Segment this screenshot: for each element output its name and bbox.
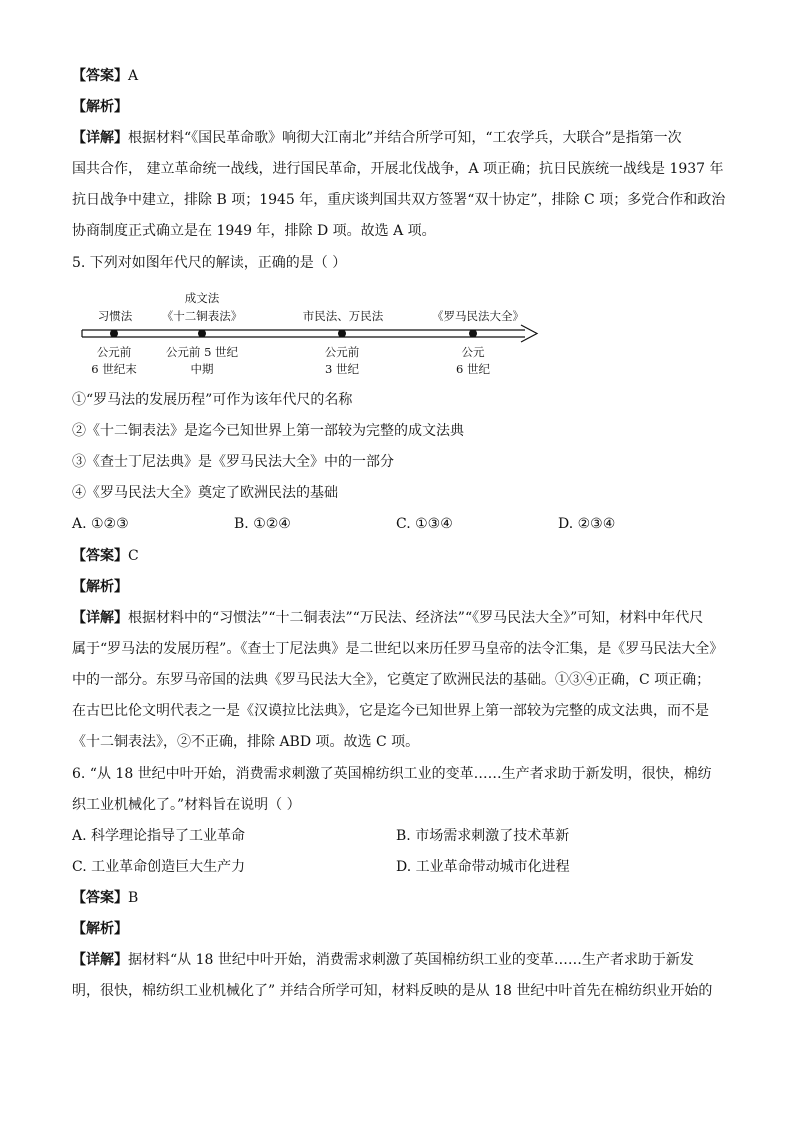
timeline-date-2: 公元前 5 世纪 中期 [165,345,239,376]
q5-statement-4: ④《罗马民法大全》奠定了欧洲民法的基础 [72,485,338,501]
timeline-arrowhead [521,325,537,342]
detail-label: 【详解】 [72,610,128,626]
detail-label: 【详解】 [72,130,128,146]
q4-analysis-label: 【解析】 [72,99,128,115]
timeline-date-3: 公元前 3 世纪 [324,345,360,376]
q5-detail-line-4: 在古巴比伦文明代表之一是《汉谟拉比法典》，它是迄今已知世界上第一部较为完整的成文法典，而不是 [72,703,709,719]
q5-option-b: B. ①②④ [234,516,291,532]
q5-detail-line-3: 中的一部分。东罗马帝国的法典《罗马民法大全》，它奠定了欧洲民法的基础。①③④正确，C 项正确； [72,672,711,688]
q4-detail-line-2: 国共合作， 建立革命统一战线，进行国民革命，开展北伐战争，A 项正确；抗日民族统一战线是 1937 年 [72,161,724,177]
timeline-dot-3 [338,330,346,338]
q5-statement-1: ①“罗马法的发展历程”可作为该年代尺的名称 [72,392,353,408]
q5-option-d: D. ②③④ [558,516,616,532]
q5-detail-line-5: 《十二铜表法》，②不正确，排除 ABD 项。故选 C 项。 [72,734,420,750]
answer-value: C [128,548,139,564]
q5-statement-3: ③《查士丁尼法典》是《罗马民法大全》中的一部分 [72,454,394,470]
q5-statement-2: ②《十二铜表法》是迄今已知世界上第一部较为完整的成文法典 [72,423,464,439]
timeline-label-3: 市民法、万民法 [302,309,384,323]
timeline-dot-4 [469,330,477,338]
q5-detail-line-1: 【详解】根据材料中的“习惯法”“十二铜表法”“万民法、经济法”“《罗马民法大全》”可知，材料中年代尺 [72,610,704,626]
q6-option-d: D. 工业革命带动城市化进程 [396,859,570,875]
q5-detail-line-2: 属于“罗马法的发展历程”。《查士丁尼法典》是二世纪以来历任罗马皇帝的法令汇集，是《罗马民法大全》 [72,641,724,657]
q4-detail-line-1: 【详解】根据材料“《国民革命歌》响彻大江南北”并结合所学可知，“工农学兵，大联合”是指第一次 [72,130,682,146]
q6-detail-line-2: 明，很快，棉纺织工业机械化了” 并结合所学可知，材料反映的是从 18 世纪中叶首先在棉纺织业开始的 [72,983,713,999]
detail-label: 【详解】 [72,952,128,968]
q5-option-c: C. ①③④ [396,516,453,532]
timeline-label-2: 《十二铜表法》 [161,309,243,323]
timeline-dot-2 [198,330,206,338]
q6-option-a: A. 科学理论指导了工业革命 [72,828,246,844]
answer-label: 【答案】 [72,890,128,906]
q6-detail-line-1: 【详解】据材料“从 18 世纪中叶开始，消费需求刺激了英国棉纺织工业的变革……生产者求助于新发 [72,952,694,968]
timeline-label-1: 习惯法 [97,309,133,323]
q6-analysis-label: 【解析】 [72,921,128,937]
answer-label: 【答案】 [72,548,128,564]
q5-answer [72,546,139,566]
q4-detail-line-3: 抗日战争中建立，排除 B 项；1945 年，重庆谈判国共双方签署“双十协定”，排除 C 项；多党合作和政治 [72,192,726,208]
timeline-dot-1 [110,330,118,338]
q6-stem-line-2: 织工业机械化了。”材料旨在说明（ ） [72,797,301,813]
answer-value: B [128,890,139,906]
timeline-arrow [0,0,794,400]
answer-label: 【答案】 [72,68,128,84]
q6-stem-line-1: 6. “从 18 世纪中叶开始，消费需求刺激了英国棉纺织工业的变革……生产者求助于新发明，很快，棉纺 [72,766,712,782]
timeline-date-1: 公元前 6 世纪末 [91,345,137,376]
timeline-date-4: 公元 6 世纪 [456,345,490,376]
q6-option-b: B. 市场需求刺激了技术革新 [396,828,570,844]
q4-detail-line-4: 协商制度正式确立是在 1949 年，排除 D 项。故选 A 项。 [72,223,436,239]
q6-option-c: C. 工业革命创造巨大生产力 [72,859,246,875]
q6-answer [72,888,138,908]
q5-stem: 5. 下列对如图年代尺的解读，正确的是（ ） [72,255,347,271]
timeline-label-4: 《罗马民法大全》 [432,309,524,323]
timeline-label-2-upper: 成文法 [184,291,220,305]
answer-value: A [128,68,139,84]
q5-analysis-label: 【解析】 [72,579,128,595]
q5-option-a: A. ①②③ [72,516,129,532]
